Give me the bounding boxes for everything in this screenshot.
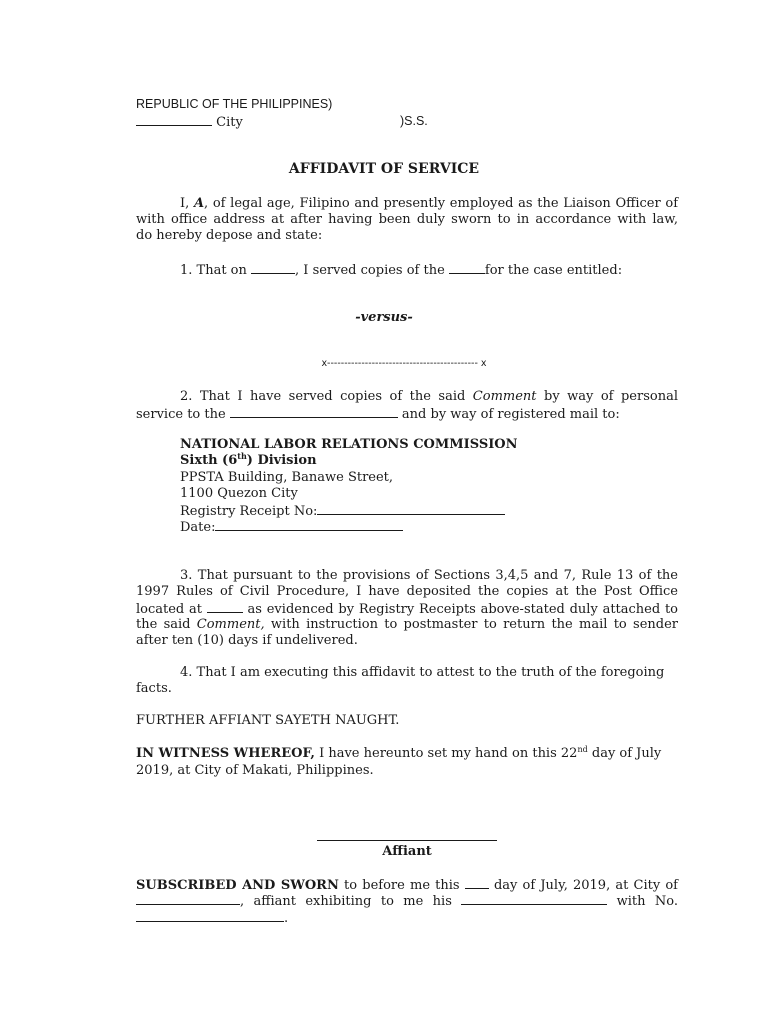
document-title: AFFIDAVIT OF SERVICE <box>288 161 480 177</box>
receipt-date-blank <box>215 518 403 531</box>
item-3-line-5: after ten (10) days if undelivered. <box>136 633 358 648</box>
affiant-signature-line <box>317 840 497 841</box>
witness-line-2: 2019, at City of Makati, Philippines. <box>136 763 374 778</box>
item-3-text-b: as evidenced by Registry Receipts above-stated duly attached to <box>242 602 679 617</box>
intro-line-1 <box>136 196 678 213</box>
post-office-blank <box>207 600 243 613</box>
witness-heading: IN WITNESS WHEREOF, <box>136 746 315 761</box>
receipt-date <box>180 518 403 536</box>
further-affiant: FURTHER AFFIANT SAYETH NAUGHT. <box>136 713 400 728</box>
witness-line-1 <box>136 746 661 762</box>
sworn-text-e: . <box>284 911 289 926</box>
city-label: City <box>216 115 243 130</box>
sworn-day-blank <box>465 876 489 889</box>
item-2-text-c: service to the <box>136 407 230 422</box>
caption-separator: x-------------------------------------------- x <box>321 358 487 369</box>
comment-term: Comment <box>472 389 537 404</box>
item-1-text-c: for the case entitled: <box>484 263 623 278</box>
witness-text-a: I have hereunto set my hand on this 22 <box>314 746 578 761</box>
sworn-number-blank <box>136 909 284 922</box>
item-4-line-1: 4. That I am executing this affidavit to attest to the truth of the foregoing <box>180 665 665 680</box>
item-2-line-1 <box>136 389 678 406</box>
address-division <box>180 453 317 469</box>
division-text-b: ) Division <box>246 453 317 468</box>
sworn-id-blank <box>461 892 607 905</box>
witness-sup: nd <box>577 745 588 754</box>
intro-line-3: do hereby depose and state: <box>136 228 323 243</box>
sworn-text-d: with No. <box>607 894 678 909</box>
registry-receipt-label: Registry Receipt No: <box>180 504 318 519</box>
item-2-text-d: and by way of registered mail to: <box>397 407 620 422</box>
receipt-date-label: Date: <box>180 520 216 535</box>
item-1-text-a: 1. That on <box>180 263 252 278</box>
division-sup: th <box>237 451 247 461</box>
sworn-text-c: , affiant exhibiting to me his <box>240 894 462 909</box>
sworn-line-3 <box>136 909 288 927</box>
item-3-line-3 <box>136 600 678 619</box>
address-org: NATIONAL LABOR RELATIONS COMMISSION <box>180 437 518 452</box>
date-blank <box>251 261 295 274</box>
sworn-line-2 <box>136 892 678 911</box>
item-1 <box>180 261 622 279</box>
item-3-text-d: with instruction to postmaster to return the mail to sender <box>264 617 678 632</box>
city-blank <box>136 113 212 126</box>
affiant-name: A <box>193 196 205 211</box>
versus-label: -versus- <box>355 310 413 325</box>
intro-text-b: , of legal age, Filipino and presently employed as the Liaison Officer of <box>204 196 679 211</box>
address-city: 1100 Quezon City <box>180 486 298 501</box>
affiant-label: Affiant <box>382 844 432 859</box>
witness-text-b: day of July <box>587 746 662 761</box>
ss-label: )S.S. <box>400 114 428 128</box>
item-2-text-b: by way of personal <box>536 389 678 404</box>
address-street: PPSTA Building, Banawe Street, <box>180 470 394 485</box>
item-2-text-a: 2. That I have served copies of the said <box>180 389 473 404</box>
registry-receipt-blank <box>317 502 505 515</box>
item-3-line-4 <box>136 617 678 634</box>
item-4-line-2: facts. <box>136 681 172 696</box>
item-3-line-1: 3. That pursuant to the provisions of Sections 3,4,5 and 7, Rule 13 of the <box>180 568 678 583</box>
document-blank <box>449 261 485 274</box>
division-text-a: Sixth (6 <box>180 453 238 468</box>
comment-term-2: Comment, <box>196 617 265 632</box>
sworn-text-a: to before me this <box>338 878 465 893</box>
intro-text-a: I, <box>180 196 194 211</box>
republic-header: REPUBLIC OF THE PHILIPPINES) <box>136 97 333 111</box>
item-1-text-b: , I served copies of the <box>295 263 449 278</box>
intro-line-2: with office address at after having been duly sworn to in accordance with law, <box>136 212 678 227</box>
item-3-line-2: 1997 Rules of Civil Procedure, I have deposited the copies at the Post Office <box>136 584 678 599</box>
sworn-city-blank <box>136 892 240 905</box>
personal-service-blank <box>230 405 398 418</box>
city-header-line <box>136 113 243 131</box>
sworn-text-b: day of July, 2019, at City of <box>488 878 678 893</box>
item-2-line-2 <box>136 405 620 423</box>
sworn-heading: SUBSCRIBED AND SWORN <box>136 878 339 893</box>
item-3-text-c: the said <box>136 617 197 632</box>
item-3-text-a: located at <box>136 602 207 617</box>
